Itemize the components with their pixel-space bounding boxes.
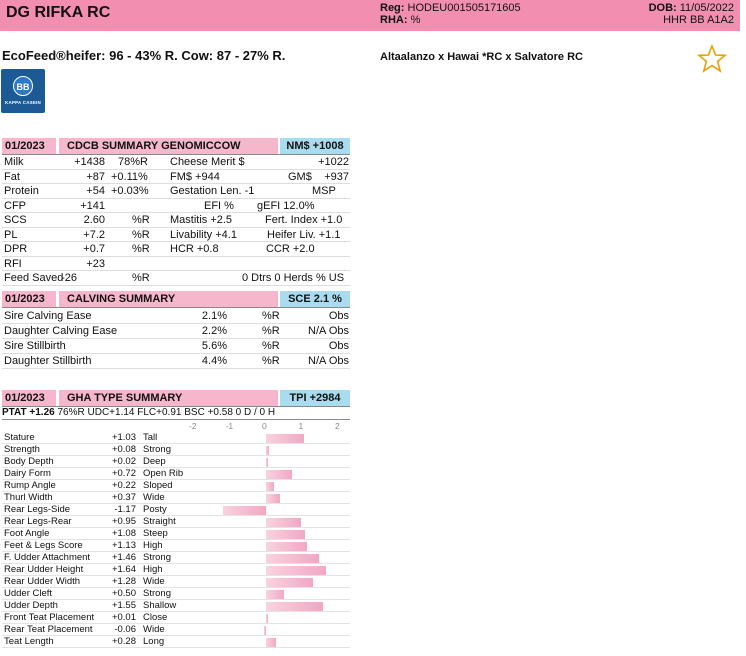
calving-rel: %R [262, 310, 280, 322]
ecofeed-line: EcoFeed®heifer: 96 - 43% R. Cow: 87 - 27% R. [2, 48, 286, 63]
favorite-star-icon[interactable] [697, 44, 727, 74]
trait-descriptor: Wide [143, 624, 165, 635]
reg-label: Reg: [380, 2, 405, 14]
cdcb-value: +0.7 [83, 243, 105, 255]
calving-obs: N/A Obs [308, 355, 349, 367]
cdcb-col3: HCR +0.8 [170, 243, 219, 255]
calving-label: Daughter Calving Ease [4, 325, 118, 337]
trait-bar [266, 638, 276, 647]
ptat-label: PTAT +1.26 [2, 407, 55, 418]
type-trait-row [2, 432, 350, 444]
trait-name: Dairy Form [4, 468, 51, 479]
registration-block [380, 2, 521, 26]
trait-bar [264, 626, 266, 635]
trait-name: Thurl Width [4, 492, 53, 503]
trait-descriptor: Deep [143, 456, 166, 467]
cdcb-row-dpr [2, 242, 350, 257]
calving-header [2, 291, 350, 307]
axis-tick-label: -1 [225, 421, 234, 431]
trait-name: Rear Teat Placement [4, 624, 93, 635]
rha-value: % [410, 14, 421, 26]
cdcb-value: -26 [61, 272, 77, 284]
trait-bar [266, 446, 269, 455]
cdcb-col3: Cheese Merit $ [170, 156, 245, 168]
calving-obs: Obs [328, 340, 349, 352]
calving-label: Sire Stillbirth [4, 340, 66, 352]
cdcb-col5: +937 [324, 170, 349, 183]
calving-rel: %R [262, 355, 280, 367]
type-trait-row [2, 540, 350, 552]
type-trait-row [2, 564, 350, 576]
trait-descriptor: Long [143, 636, 165, 647]
axis-tick-label: -2 [189, 421, 197, 431]
trait-bar [266, 590, 284, 599]
calving-label: Daughter Stillbirth [4, 355, 92, 367]
cdcb-col4: Heifer Liv. +1.1 [267, 228, 341, 241]
trait-name: F. Udder Attachment [4, 552, 91, 563]
calving-rel: %R [262, 325, 280, 337]
trait-name: Rear Udder Height [4, 564, 84, 575]
type-trait-row [2, 528, 350, 540]
cdcb-value: 2.60 [83, 214, 105, 226]
trait-bar [223, 506, 266, 515]
kappa-casein-badge [1, 69, 45, 113]
type-trait-row [2, 492, 350, 504]
trait-name: Udder Cleft [4, 588, 53, 599]
cdcb-col4: gEFI 12.0% [257, 199, 315, 212]
type-trait-row [2, 480, 350, 492]
trait-descriptor: Strong [143, 588, 171, 599]
cdcb-col3: FM$ +944 [170, 170, 220, 183]
gha-date: 01/2023 [2, 390, 56, 406]
trait-value: +0.22 [111, 480, 136, 491]
cdcb-rel: %R [132, 214, 150, 226]
type-trait-row [2, 468, 350, 480]
dob-block [649, 2, 734, 26]
trait-value: +0.02 [111, 456, 136, 467]
cdcb-row-protein [2, 184, 350, 199]
cdcb-row-fat [2, 170, 350, 185]
cdcb-value: +7.2 [83, 228, 105, 241]
trait-name: Body Depth [4, 456, 54, 467]
cdcb-col4: Fert. Index +1.0 [265, 214, 343, 226]
trait-name: Teat Length [4, 636, 54, 647]
calving-obs: N/A Obs [308, 325, 349, 337]
trait-descriptor: High [143, 564, 163, 575]
trait-descriptor: Wide [143, 576, 165, 587]
breed-codes: HHR BB A1A2 [663, 14, 734, 26]
trait-name: Rear Legs-Side [4, 504, 71, 515]
cdcb-label: Fat [4, 170, 20, 183]
calving-row [2, 324, 350, 339]
cdcb-row-scs [2, 213, 350, 228]
cdcb-col4: MSP [312, 185, 336, 197]
trait-name: Rear Udder Width [4, 576, 81, 587]
trait-descriptor: Straight [143, 516, 176, 527]
trait-bar [266, 530, 305, 539]
cdcb-value: +23 [86, 257, 105, 270]
trait-descriptor: Sloped [143, 480, 173, 491]
cdcb-col4: CCR +2.0 [266, 243, 315, 255]
type-trait-row [2, 552, 350, 564]
trait-value: -0.06 [114, 624, 136, 635]
trait-value: +0.01 [111, 612, 136, 623]
trait-bar [266, 614, 268, 623]
trait-descriptor: Tall [143, 432, 158, 443]
calving-row [2, 354, 350, 369]
trait-bar [266, 482, 274, 491]
type-trait-row [2, 516, 350, 528]
trait-bar [266, 542, 307, 551]
trait-value: +1.64 [111, 564, 136, 575]
cdcb-label: PL [4, 228, 18, 241]
cdcb-label: Protein [4, 185, 39, 197]
cdcb-rel: +0.11% [111, 170, 148, 183]
cdcb-index: NM$ +1008 [280, 138, 350, 154]
trait-value: +1.03 [111, 432, 136, 443]
cdcb-label: Feed Saved [4, 272, 64, 284]
trait-value: +1.46 [111, 552, 136, 563]
gha-header [2, 390, 350, 406]
header-band [0, 0, 740, 31]
type-trait-row [2, 456, 350, 468]
calving-date: 01/2023 [2, 291, 56, 307]
trait-value: -1.17 [114, 504, 136, 515]
cdcb-value: +54 [86, 185, 105, 197]
trait-name: Udder Depth [4, 600, 58, 611]
cdcb-col3: 0 Dtrs 0 Herds % US [242, 272, 345, 284]
type-trait-row [2, 588, 350, 600]
ptat-line [2, 407, 275, 418]
trait-value: +0.72 [111, 468, 136, 479]
trait-value: +1.28 [111, 576, 136, 587]
gha-index: TPI +2984 [280, 390, 350, 406]
cdcb-title: CDCB SUMMARY GENOMICCOW [59, 138, 278, 154]
cdcb-label: RFI [4, 257, 22, 270]
trait-name: Feet & Legs Score [4, 540, 83, 551]
cdcb-date: 01/2023 [2, 138, 56, 154]
cdcb-label: Milk [4, 156, 24, 168]
cdcb-col4: GM$ [288, 170, 312, 183]
cdcb-label: SCS [4, 214, 27, 226]
calving-value: 4.4% [201, 355, 227, 367]
trait-bar [266, 578, 313, 587]
cdcb-value: +87 [86, 170, 105, 183]
cdcb-row-milk [2, 155, 350, 170]
type-trait-row [2, 612, 350, 624]
cdcb-rel: +0.03% [111, 185, 149, 197]
trait-bar [266, 602, 323, 611]
cdcb-header [2, 138, 350, 154]
trait-bar [266, 566, 326, 575]
trait-descriptor: Open Rib [143, 468, 184, 479]
type-trait-row [2, 600, 350, 612]
axis-tick-label: 1 [298, 421, 304, 431]
type-trait-row [2, 504, 350, 516]
calving-rule [2, 307, 350, 308]
trait-descriptor: Wide [143, 492, 165, 503]
trait-descriptor: Steep [143, 528, 168, 539]
dob-label: DOB: [648, 2, 677, 14]
cdcb-col3: Livability +4.1 [170, 228, 237, 241]
trait-bar [266, 518, 301, 527]
cdcb-row-feed-saved [2, 271, 350, 286]
trait-name: Foot Angle [4, 528, 50, 539]
calving-value: 2.2% [201, 325, 227, 337]
cdcb-col3: EFI % [204, 199, 234, 212]
cdcb-rel: %R [132, 272, 150, 284]
rha-label: RHA: [380, 14, 408, 26]
cdcb-row-cfp [2, 199, 350, 214]
gha-title: GHA TYPE SUMMARY [59, 390, 278, 406]
axis-tick-label: 0 [262, 421, 267, 431]
cdcb-label: CFP [4, 199, 26, 212]
calving-value: 2.1% [201, 310, 227, 322]
dob-value: 11/05/2022 [679, 2, 734, 14]
pedigree-line: Altaalanzo x Hawai *RC x Salvatore RC [380, 51, 583, 63]
cdcb-value: +141 [80, 199, 105, 212]
animal-name: DG RIFKA RC [6, 4, 111, 21]
calving-row [2, 309, 350, 324]
trait-descriptor: Shallow [143, 600, 177, 611]
ptat-rule [2, 419, 350, 420]
cdcb-rel: %R [132, 228, 150, 241]
trait-value: +1.08 [111, 528, 136, 539]
cdcb-rel: 78%R [118, 156, 148, 168]
trait-name: Stature [4, 432, 35, 443]
cdcb-col3: Mastitis +2.5 [170, 214, 233, 226]
trait-bar [266, 554, 319, 563]
badge-caption: KAPPA CASEIN [5, 100, 41, 105]
trait-value: +0.37 [111, 492, 136, 503]
type-trait-row [2, 444, 350, 456]
trait-name: Rump Angle [4, 480, 56, 491]
trait-name: Strength [4, 444, 40, 455]
type-trait-row [2, 576, 350, 588]
ptat-details: 76%R UDC+1.14 FLC+0.91 BSC +0.58 0 D / 0 H [57, 407, 276, 418]
trait-descriptor: Close [143, 612, 168, 623]
trait-bar [266, 458, 268, 467]
type-trait-row [2, 636, 350, 648]
badge-code: BB [13, 76, 33, 96]
type-trait-row [2, 624, 350, 636]
trait-bar [266, 494, 280, 503]
calving-title: CALVING SUMMARY [59, 291, 278, 307]
trait-bar [266, 470, 292, 479]
trait-descriptor: Posty [143, 504, 167, 515]
calving-index: SCE 2.1 % [280, 291, 350, 307]
trait-name: Rear Legs-Rear [4, 516, 72, 527]
trait-value: +1.13 [111, 540, 136, 551]
axis-tick-label: 2 [335, 421, 340, 431]
trait-descriptor: Strong [143, 444, 171, 455]
trait-value: +0.95 [111, 516, 136, 527]
trait-value: +0.08 [111, 444, 136, 455]
calving-rel: %R [262, 340, 280, 352]
trait-value: +0.50 [111, 588, 136, 599]
trait-descriptor: Strong [143, 552, 171, 563]
reg-value: HODEU001505171605 [407, 2, 521, 14]
trait-descriptor: High [143, 540, 163, 551]
cdcb-rel: %R [132, 243, 150, 255]
calving-value: 5.6% [201, 340, 227, 352]
trait-value: +0.28 [111, 636, 136, 647]
cdcb-col4: +1022 [318, 156, 349, 168]
cdcb-label: DPR [4, 243, 28, 255]
calving-row [2, 339, 350, 354]
trait-name: Front Teat Placement [4, 612, 95, 623]
cdcb-row-rfi [2, 257, 350, 272]
cdcb-value: +1438 [74, 156, 105, 168]
trait-bar [266, 434, 304, 443]
cdcb-row-pl [2, 228, 350, 243]
calving-label: Sire Calving Ease [4, 310, 92, 322]
trait-value: +1.55 [111, 600, 136, 611]
calving-obs: Obs [328, 310, 349, 322]
cdcb-col3: Gestation Len. -1 [170, 185, 255, 197]
